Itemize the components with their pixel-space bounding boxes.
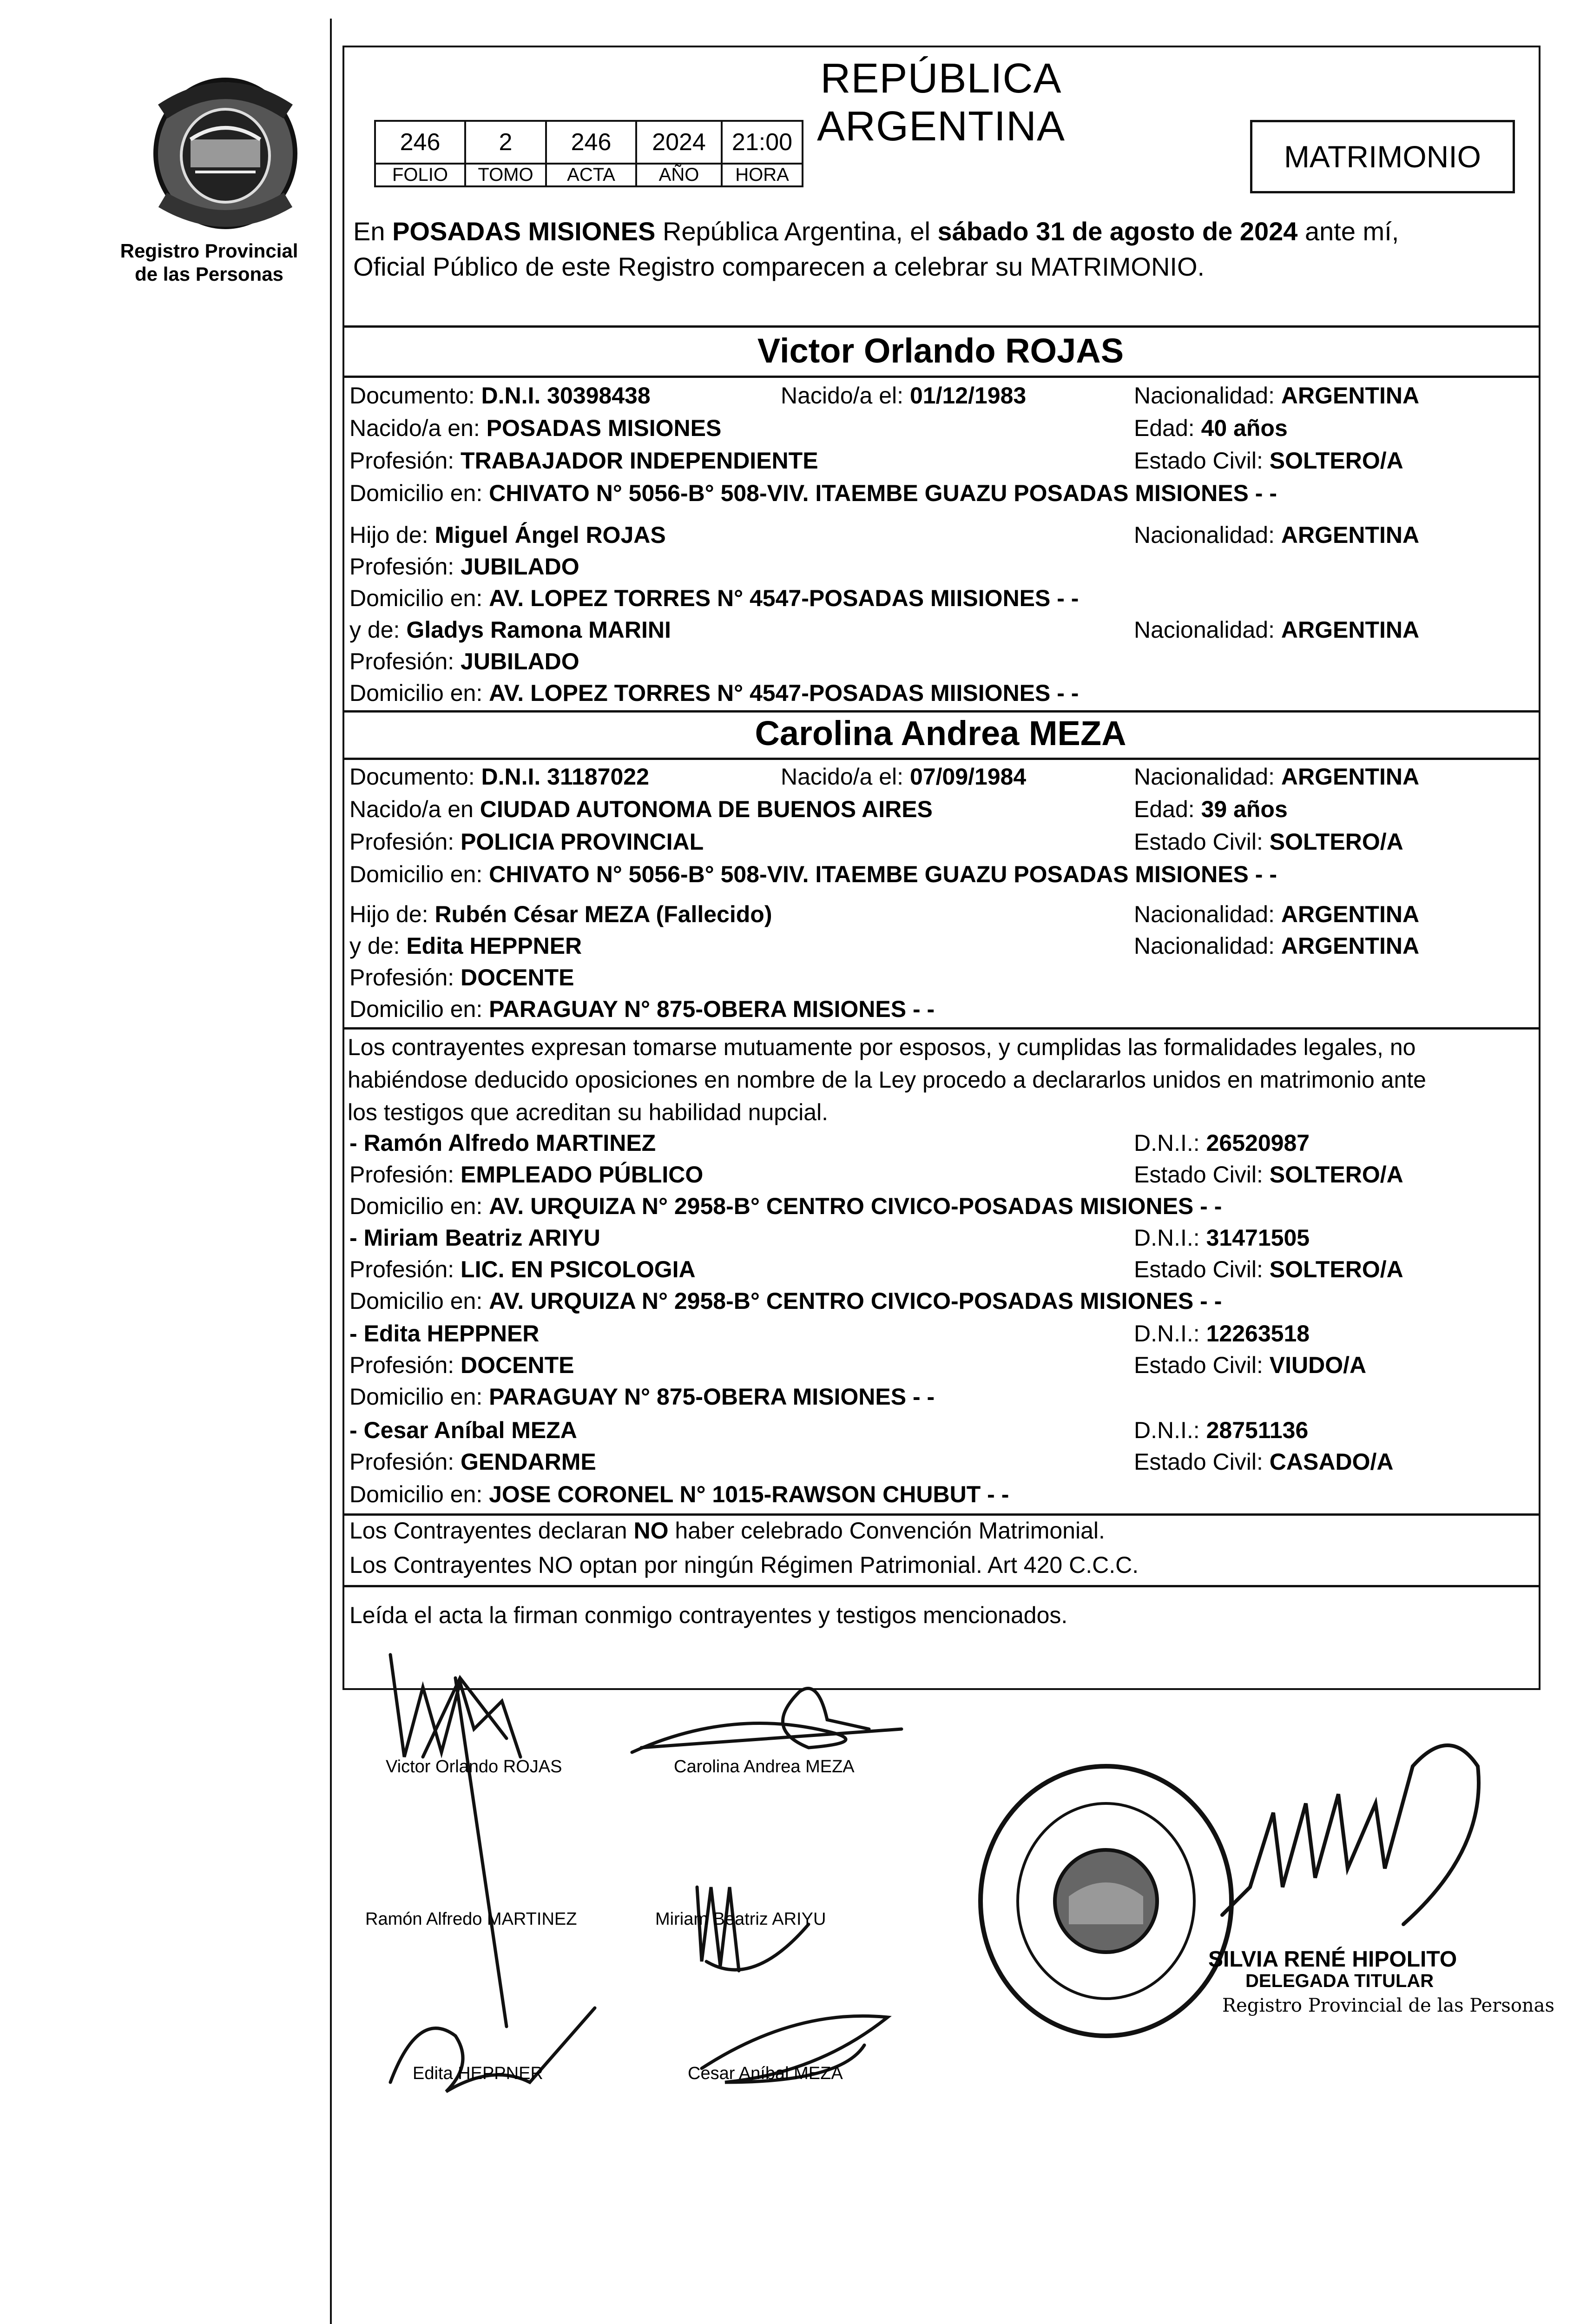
witness-2-name: - Miriam Beatriz ARIYU: [349, 1225, 600, 1251]
record-table: [374, 120, 803, 187]
groom-father-nationality: Nacionalidad: ARGENTINA: [1134, 522, 1420, 548]
witness-3-civil: Estado Civil: VIUDO/A: [1134, 1352, 1367, 1378]
groom-birthplace: Nacido/a en: POSADAS MISIONES: [349, 415, 722, 441]
divider: [342, 1585, 1539, 1587]
tomo-label: TOMO: [465, 164, 546, 186]
bride-document: Documento: D.N.I. 31187022: [349, 764, 649, 790]
groom-father-address: Domicilio en: AV. LOPEZ TORRES N° 4547-POSADAS MIISIONES - -: [349, 585, 1079, 611]
witness-1-address: Domicilio en: AV. URQUIZA N° 2958-B° CENTRO CIVICO-POSADAS MISIONES - -: [349, 1193, 1222, 1219]
witness-1-profession: Profesión: EMPLEADO PÚBLICO: [349, 1162, 704, 1188]
groom-mother-address: Domicilio en: AV. LOPEZ TORRES N° 4547-POSADAS MIISIONES - -: [349, 680, 1079, 706]
witness-1-name: - Ramón Alfredo MARTINEZ: [349, 1130, 656, 1156]
groom-profession: Profesión: TRABAJADOR INDEPENDIENTE: [349, 448, 818, 474]
bride-profession: Profesión: POLICIA PROVINCIAL: [349, 829, 704, 855]
witness-2-id: D.N.I.: 31471505: [1134, 1225, 1310, 1251]
witness-4-profession: Profesión: GENDARME: [349, 1449, 596, 1475]
divider: [342, 1027, 1539, 1030]
groom-mother: y de: Gladys Ramona MARINI: [349, 617, 671, 643]
bride-age: Edad: 39 años: [1134, 796, 1288, 822]
bride-mother-profession: Profesión: DOCENTE: [349, 964, 574, 990]
bride-mother-nationality: Nacionalidad: ARGENTINA: [1134, 933, 1420, 959]
ceremony-date: sábado 31 de agosto de 2024: [937, 217, 1298, 246]
divider: [342, 710, 1539, 713]
bride-nationality: Nacionalidad: ARGENTINA: [1134, 764, 1420, 790]
groom-nationality: Nacionalidad: ARGENTINA: [1134, 383, 1420, 409]
tomo-value: 2: [465, 121, 546, 164]
signature-label-witness-2: Miriam Beatriz ARIYU: [655, 1909, 826, 1929]
groom-father-profession: Profesión: JUBILADO: [349, 554, 579, 580]
closing-text: Leída el acta la firman conmigo contrayentes y testigos mencionados.: [349, 1602, 1068, 1628]
folio-value: 246: [375, 121, 465, 164]
signature-label-witness-3: Edita HEPPNER: [413, 2064, 543, 2083]
officer-office: Registro Provincial de las Personas: [1222, 1995, 1555, 2016]
signature-label-witness-1: Ramón Alfredo MARTINEZ: [365, 1909, 577, 1929]
groom-mother-nationality: Nacionalidad: ARGENTINA: [1134, 617, 1420, 643]
declaration-text: Los contrayentes expresan tomarse mutuamente por esposos, y cumplidas las formalidades legales, no habiéndose deducido oposiciones en nombre de la Ley procedo a declararlos unidos en matrimonio ante los testigos que acreditan su habilidad nupcial.: [348, 1034, 1426, 1125]
ano-value: 2024: [636, 121, 722, 164]
registry-label: Registro Provincial de las Personas: [120, 240, 298, 285]
witness-1-civil: Estado Civil: SOLTERO/A: [1134, 1162, 1403, 1188]
bride-mother-address: Domicilio en: PARAGUAY N° 875-OBERA MISIONES - -: [349, 996, 935, 1022]
groom-birthdate: Nacido/a el: 01/12/1983: [781, 383, 1027, 409]
divider: [342, 376, 1539, 378]
agreement-convention: Los Contrayentes declaran NO haber celebrado Convención Matrimonial.: [349, 1518, 1105, 1544]
record-type-box: MATRIMONIO: [1250, 120, 1515, 193]
witness-4-civil: Estado Civil: CASADO/A: [1134, 1449, 1394, 1475]
hora-value: 21:00: [722, 121, 803, 164]
folio-label: FOLIO: [375, 164, 465, 186]
witness-3-profession: Profesión: DOCENTE: [349, 1352, 574, 1378]
divider: [342, 758, 1539, 760]
signature-strokes: [353, 1636, 1050, 2129]
acta-label: ACTA: [546, 164, 636, 186]
signature-label-bride: Carolina Andrea MEZA: [674, 1757, 855, 1776]
groom-civil-status: Estado Civil: SOLTERO/A: [1134, 448, 1403, 474]
witness-3-id: D.N.I.: 12263518: [1134, 1320, 1310, 1347]
groom-age: Edad: 40 años: [1134, 415, 1288, 441]
divider: [342, 1513, 1539, 1516]
witness-2-civil: Estado Civil: SOLTERO/A: [1134, 1256, 1403, 1282]
place: POSADAS MISIONES: [392, 217, 656, 246]
margin-line: [330, 19, 332, 2324]
bride-father-nationality: Nacionalidad: ARGENTINA: [1134, 901, 1420, 927]
divider: [342, 325, 1539, 328]
witness-1-id: D.N.I.: 26520987: [1134, 1130, 1310, 1156]
signature-label-groom: Victor Orlando ROJAS: [386, 1757, 562, 1776]
agreement-regime: Los Contrayentes NO optan por ningún Régimen Patrimonial. Art 420 C.C.C.: [349, 1552, 1139, 1578]
witness-3-address: Domicilio en: PARAGUAY N° 875-OBERA MISIONES - -: [349, 1384, 935, 1410]
groom-address: Domicilio en: CHIVATO N° 5056-B° 508-VIV. ITAEMBE GUAZU POSADAS MISIONES - -: [349, 480, 1277, 506]
witness-3-name: - Edita HEPPNER: [349, 1320, 540, 1347]
witness-4-name: - Cesar Aníbal MEZA: [349, 1417, 577, 1443]
groom-name: Victor Orlando ROJAS: [757, 331, 1124, 370]
witness-4-id: D.N.I.: 28751136: [1134, 1417, 1309, 1443]
ano-label: AÑO: [636, 164, 722, 186]
bride-birthdate: Nacido/a el: 07/09/1984: [781, 764, 1027, 790]
hora-label: HORA: [722, 164, 803, 186]
officer-signature: [1208, 1710, 1506, 1952]
bride-mother: y de: Edita HEPPNER: [349, 933, 582, 959]
witness-2-profession: Profesión: LIC. EN PSICOLOGIA: [349, 1256, 696, 1282]
groom-document: Documento: D.N.I. 30398438: [349, 383, 651, 409]
intro-paragraph: En POSADAS MISIONES República Argentina, el sábado 31 de agosto de 2024 ante mí, Oficial Público de este Registro comparecen a celebrar su MATRIMONIO.: [353, 217, 1399, 281]
page-title: REPÚBLICA ARGENTINA: [816, 55, 1066, 150]
witness-4-address: Domicilio en: JOSE CORONEL N° 1015-RAWSON CHUBUT - -: [349, 1481, 1009, 1507]
officer-role: DELEGADA TITULAR: [1245, 1971, 1434, 1991]
witness-2-address: Domicilio en: AV. URQUIZA N° 2958-B° CENTRO CIVICO-POSADAS MISIONES - -: [349, 1288, 1222, 1314]
provincial-seal: [135, 74, 316, 232]
signature-label-witness-4: Cesar Aníbal MEZA: [688, 2064, 843, 2083]
groom-mother-profession: Profesión: JUBILADO: [349, 648, 579, 674]
bride-father: Hijo de: Rubén César MEZA (Fallecido): [349, 901, 772, 927]
bride-civil-status: Estado Civil: SOLTERO/A: [1134, 829, 1403, 855]
acta-value: 246: [546, 121, 636, 164]
bride-birthplace: Nacido/a en CIUDAD AUTONOMA DE BUENOS AIRES: [349, 796, 933, 822]
official-stamp: [967, 1757, 1245, 2045]
bride-name: Carolina Andrea MEZA: [755, 714, 1126, 753]
groom-father: Hijo de: Miguel Ángel ROJAS: [349, 522, 666, 548]
bride-address: Domicilio en: CHIVATO N° 5056-B° 508-VIV. ITAEMBE GUAZU POSADAS MISIONES - -: [349, 861, 1277, 887]
officer-name: SILVIA RENÉ HIPOLITO: [1208, 1947, 1457, 1972]
